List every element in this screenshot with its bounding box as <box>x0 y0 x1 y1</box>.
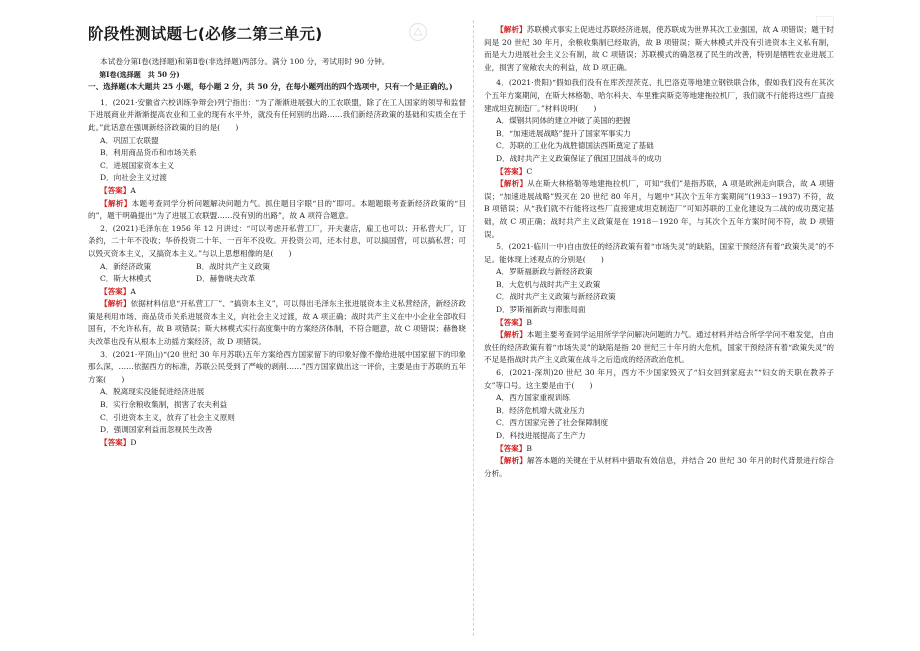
option-b: B．实行余粮收集制，损害了农夫利益 <box>100 400 228 410</box>
answer-label: 【答案】 <box>100 437 131 447</box>
option-d: D．强调国家利益而忽视民生改善 <box>100 425 213 435</box>
option-b: B．大危机与战时共产主义政策 <box>496 279 601 289</box>
analysis-text: 本题考查同学分析问题解决问题力气。抓住题目字眼“目的”即可。本题题眼考查新经济政策的“目的”，题干明确提出“为了进展工农联盟……没有别的出路”，故 A 项符合题意。 <box>88 198 466 221</box>
question-4 <box>484 77 834 241</box>
option-a: A．脱离现实没能促进经济进展 <box>100 387 205 397</box>
exam-intro: 本试卷分第Ⅰ卷(选择题)和第Ⅱ卷(非选择题)两部分。满分 100 分，考试用时 90 分钟。 <box>100 57 390 66</box>
option-b: B．利用商品货币和市场关系 <box>100 148 197 158</box>
analysis-line <box>484 455 834 480</box>
question-2 <box>88 223 466 349</box>
page-title: 阶段性测试题七(必修二第三单元) <box>88 25 323 43</box>
answer-label: 【答案】 <box>496 443 527 453</box>
option-a: A．巩固工农联盟 <box>100 135 159 145</box>
analysis-text: 依据材料信息“开私营工厂”、“搞资本主义”，可以得出毛泽东主张进展资本主义私营经济，新经济政策是利用市场、商品货币关系进展资本主义，向社会主义过渡，故 A 项正确；战时共产主义在中小企业全部收归国有，不允许私有，故 B 项错误；斯大林模式实行高度集中的方案经济体制，不符合题意，故 C 项错误；赫鲁晓夫改革也没有从根本上动摇方案经济，故 D 项错误。 <box>88 299 467 347</box>
option-d: D．罗斯福新政与滞胀局面 <box>496 305 586 315</box>
column-divider <box>473 20 474 636</box>
question-1 <box>88 97 466 223</box>
option-c: C．战时共产主义政策与新经济政策 <box>496 292 616 302</box>
answer-label: 【答案】 <box>100 286 131 296</box>
answer-label: 【答案】 <box>496 166 527 176</box>
option-d: D．科技进展提高了生产力 <box>496 431 586 440</box>
option-d: D．向社会主义过渡 <box>100 173 167 183</box>
part-heading: 第Ⅰ卷(选择题 共 50 分) <box>99 69 180 79</box>
option-c: C．西方国家完善了社会保障制度 <box>496 418 609 428</box>
answer-line <box>88 286 466 299</box>
analysis-text: 本题主要考查同学运用所学学问解决问题的力气。通过材料并结合所学学问不难发觉，自由放任的经济政策有着“市场失灵”的缺陷是指 20 世纪三十年月的大危机，国家干预经济有着“政策失灵”的不足是指战时共产主义政策在战斗之后造成的经济政治危机。 <box>484 330 835 365</box>
answer-line <box>484 443 834 456</box>
option-c: C．进展国家资本主义 <box>100 160 175 170</box>
answer-value: B <box>526 317 532 327</box>
analysis-label: 【解析】 <box>496 179 528 189</box>
analysis-line <box>88 198 466 223</box>
analysis-label: 【解析】 <box>100 198 132 208</box>
answer-value: A <box>130 185 136 195</box>
analysis-label: 【解析】 <box>496 25 527 34</box>
option-a: A．西方国家重视训练 <box>496 393 570 403</box>
answer-value: D <box>130 437 137 447</box>
section-heading: 一、选择题(本大题共 25 小题，每小题 2 分，共 50 分，在每小题列出的四个选项中，只有一个是正确的。) <box>88 82 453 92</box>
analysis-text: 从在斯大林格勒等地建拖拉机厂，可知“我们”是指苏联，A 项是欧洲走向联合，故 A 项错误；“加速进展战略”毁灭在 20 世纪 80 年月，与题中“其次个五年方案期间”(1933－1937) 不符，故 B 项错误；从“我们就不行能将这些厂直接建成坦克制造厂”可知苏联的工业化建设为二战的成功奠定基础，故 C 项正确；战时共产主义政策是在 1918－1920 年，与其次个五年方案时间不符，故 D 项错误。 <box>484 179 834 239</box>
option-d: D．赫鲁晓夫改革 <box>196 274 256 284</box>
publisher-logo-icon <box>408 22 428 42</box>
analysis-line <box>484 329 834 367</box>
options-row-1 <box>88 261 466 274</box>
analysis-line <box>484 178 834 241</box>
answer-label: 【答案】 <box>496 317 527 327</box>
option-c: C．斯大林模式 <box>100 274 152 284</box>
answer-line <box>88 185 466 198</box>
answer-value: C <box>526 166 533 176</box>
option-b: B．经济危机增大就业压力 <box>496 405 586 415</box>
right-column <box>484 24 834 480</box>
analysis-label: 【解析】 <box>496 330 527 340</box>
question-6 <box>484 367 834 480</box>
option-d: D．战时共产主义政策保证了俄国卫国战斗的成功 <box>496 153 662 163</box>
question-stem: 5．(2021·临川一中)自由放任的经济政策有着“市场失灵”的缺陷，国家干预经济有着“政策失灵”的不足。能体现上述观点的分别是( ) <box>484 242 834 264</box>
question-stem: 4．(2021·贵阳)“假如我们没有在库茨涅茨克、扎巴洛克等地建立钢铁联合体，假如我们没有在其次个五年方案期间，在斯大林格勒、哈尔科夫、车里雅宾斯克等地建拖拉机厂，我们就不行能将这些厂直接建成坦克制造厂。”材料说明( ) <box>484 78 834 113</box>
option-a: A．煤钢共同体的建立冲破了美国的把握 <box>496 116 631 126</box>
analysis-text: 解答本题的关键在于从材料中猎取有效信息，并结合 20 世纪 30 年月的时代背景进行综合分析。 <box>484 456 835 478</box>
answer-line <box>484 317 834 330</box>
option-c: C．引进资本主义，放弃了社会主义原则 <box>100 412 235 422</box>
question-stem: 2．(2021)毛泽东在 1956 年 12 月讲过：“可以考虑开私营工厂，开夫妻店，雇工也可以；开私营大厂，订条约，二十年不没收；华侨投资二十年、一百年不没收。开投资公司，还本付息，可以搞国营，可以搞私营；可以毁灭资本主义，又搞资本主义。”与以上思想相像的是( ) <box>88 223 466 258</box>
question-5 <box>484 241 834 367</box>
analysis-label: 【解析】 <box>100 299 131 309</box>
left-column <box>88 56 466 449</box>
option-b: B．“加速进展战略”提升了国家军事实力 <box>496 128 631 138</box>
option-b: B．战时共产主义政策 <box>196 261 270 271</box>
question-stem: 3．(2021·平顶山)“(20 世纪 30 年月苏联)五年方案给西方国家留下的印象好像不像给进展中国家留下的印象那么深，……依据西方的标准，苏联公民受到了严峻的剥削……”西方国家做出这一评价，主要是由于苏联的五年方案( ) <box>88 349 466 384</box>
option-a: A．罗斯福新政与新经济政策 <box>496 267 593 277</box>
answer-value: A <box>130 286 136 296</box>
question-3 <box>88 349 466 450</box>
answer-label: 【答案】 <box>100 185 131 195</box>
q3-analysis-line <box>484 24 834 74</box>
analysis-line <box>88 298 466 348</box>
analysis-label: 【解析】 <box>496 456 528 466</box>
analysis-text: 苏联模式事实上促进过苏联经济进展，使苏联成为世界其次工业强国，故 A 项错误；题干时间是 20 世纪 30 年月，余粮收集制已经取消，故 B 项错误；斯大林模式并没有引进资本主义私有制，而是大力进展社会主义公有制，故 C 项错误；苏联模式的确忽视了民生的改善，特别是牺牲农业进展工业，损害了宽敞农夫的利益，故 D 项正确。 <box>484 25 834 72</box>
option-c: C．苏联的工业化为战胜德国法西斯奠定了基础 <box>496 141 654 151</box>
options-row-2 <box>88 273 466 286</box>
answer-line <box>88 437 466 450</box>
option-a: A．新经济政策 <box>100 261 152 271</box>
answer-line <box>484 166 834 179</box>
question-stem: 1．(2021·安徽省六校训练争辩会)列宁指出：“为了渐渐进展强大的工农联盟，除了在工人国家的领导和监督下进展商业并渐渐提高农业和工业的现有水平外，就没有任何别的出路……我们新经济政策的基础和实质全在于此。”此话意在强调新经济政策的目的是( ) <box>88 97 466 132</box>
answer-value: B <box>526 443 532 453</box>
question-stem: 6．(2021·深圳)20 世纪 30 年月，西方不少国家毁灭了“妇女回到家庭去”“妇女的天职在教养子女”等口号。这主要是由于( ) <box>484 368 834 390</box>
